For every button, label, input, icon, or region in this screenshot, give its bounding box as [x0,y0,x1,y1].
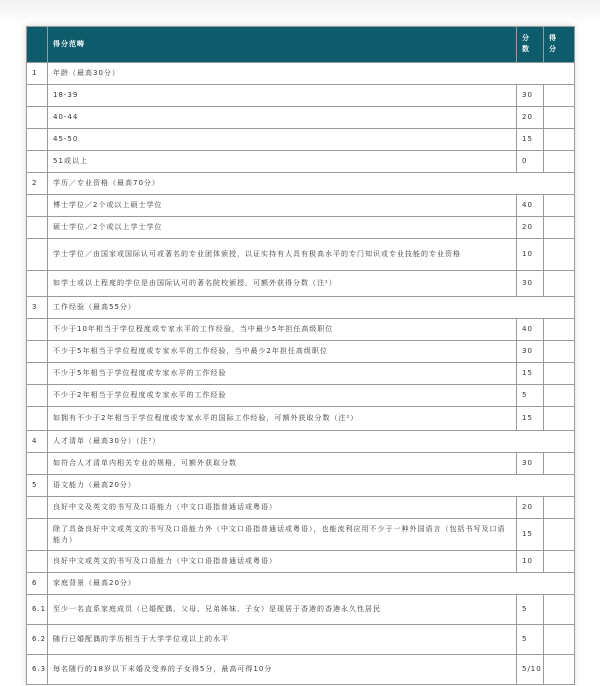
row-label: 至少一名直系家庭成员（已婚配偶、父母、兄弟姊妹、子女）是现居于香港的香港永久性居民 [48,595,517,625]
section-title: 年龄（最高30分） [48,63,575,85]
row-score-cell [544,341,575,363]
points-table [26,26,575,685]
row-label: 硕士学位／2个或以上学士学位 [48,217,517,239]
row-no-cell [27,217,48,239]
row-no-cell [27,363,48,385]
table-row [27,363,575,385]
row-label: 每名随行的18岁以下未婚及受养的子女得5分，最高可得10分 [48,655,517,685]
table-row [27,595,575,625]
row-points: 5 [517,625,544,655]
table-row [27,655,575,685]
row-subnumber: 6.2 [27,625,48,655]
row-label: 18-39 [48,85,517,107]
row-score-cell [544,151,575,173]
row-points: 30 [517,341,544,363]
row-label: 除了具备良好中文或英文的书写及口语能力外（中文口语指普通话或粤语），也能流利应用不少于一种外国语言（包括书写及口语能力） [48,519,517,551]
row-label: 不少于5年相当于学位程度或专家水平的工作经验 [48,363,517,385]
row-no-cell [27,519,48,551]
header-points-text: 分数 [522,34,530,53]
section-row [27,475,575,497]
section-title: 人才清单（最高30分）（注³） [48,431,575,453]
row-score-cell [544,319,575,341]
row-label: 良好中文或英文的书写及口语能力（中文口语指普通话或粤语） [48,551,517,573]
row-no-cell [27,85,48,107]
table-row [27,85,575,107]
row-score-cell [544,551,575,573]
header-item: 得分范畴 [48,27,517,63]
row-label: 如符合人才清单内相关专业的规格，可额外获取分数 [48,453,517,475]
section-number: 6 [27,573,48,595]
header-score [544,27,575,63]
row-points: 15 [517,407,544,431]
row-points: 30 [517,85,544,107]
row-score-cell [544,519,575,551]
row-points: 30 [517,271,544,297]
row-label: 40-44 [48,107,517,129]
table-row [27,385,575,407]
section-number: 3 [27,297,48,319]
row-points: 20 [517,497,544,519]
table-row [27,407,575,431]
table-row [27,341,575,363]
table-row [27,319,575,341]
table-row [27,217,575,239]
row-no-cell [27,239,48,271]
section-row [27,573,575,595]
row-points: 15 [517,129,544,151]
row-label: 45-50 [48,129,517,151]
table-row [27,239,575,271]
section-number: 4 [27,431,48,453]
section-number: 1 [27,63,48,85]
section-title: 工作经验（最高55分） [48,297,575,319]
row-label: 博士学位／2个或以上硕士学位 [48,195,517,217]
row-score-cell [544,655,575,685]
row-score-cell [544,271,575,297]
table-row [27,151,575,173]
row-points: 30 [517,453,544,475]
table-row [27,271,575,297]
table-row [27,195,575,217]
header-points [517,27,544,63]
section-number: 5 [27,475,48,497]
section-title: 语文能力（最高20分） [48,475,575,497]
header-no-cell [27,27,48,63]
section-number: 2 [27,173,48,195]
row-score-cell [544,363,575,385]
row-score-cell [544,595,575,625]
section-title: 学历／专业资格（最高70分） [48,173,575,195]
row-score-cell [544,385,575,407]
row-points: 40 [517,319,544,341]
header-score-text: 得分 [549,34,557,53]
row-no-cell [27,453,48,475]
row-label: 随行已婚配偶的学历相当于大学学位或以上的水平 [48,625,517,655]
row-score-cell [544,407,575,431]
row-score-cell [544,85,575,107]
row-no-cell [27,151,48,173]
row-label: 学士学位／由国家或国际认可或著名的专业团体颁授，以证实持有人具有极高水平的专门知识或专业技能的专业资格 [48,239,517,271]
section-row [27,63,575,85]
section-row [27,173,575,195]
row-points: 10 [517,239,544,271]
table-header-row [27,27,575,63]
row-no-cell [27,107,48,129]
row-label: 不少于10年相当于学位程度或专家水平的工作经验，当中最少5年担任高级职位 [48,319,517,341]
row-points: 20 [517,217,544,239]
table-row [27,129,575,151]
table-row [27,519,575,551]
row-label: 良好中文及英文的书写及口语能力（中文口语指普通话或粤语） [48,497,517,519]
row-score-cell [544,129,575,151]
row-points: 15 [517,363,544,385]
table-row [27,625,575,655]
row-score-cell [544,453,575,475]
row-points: 5/10 [517,655,544,685]
row-no-cell [27,407,48,431]
row-subnumber: 6.3 [27,655,48,685]
row-no-cell [27,551,48,573]
row-label: 如学士或以上程度的学位是由国际认可的著名院校颁授，可额外获得分数（注¹） [48,271,517,297]
table-row [27,497,575,519]
row-score-cell [544,195,575,217]
row-points: 0 [517,151,544,173]
row-no-cell [27,271,48,297]
row-label: 不少于5年相当于学位程度或专家水平的工作经验，当中最少2年担任高级职位 [48,341,517,363]
row-points: 5 [517,595,544,625]
row-score-cell [544,107,575,129]
row-label: 51或以上 [48,151,517,173]
row-points: 40 [517,195,544,217]
row-no-cell [27,385,48,407]
row-score-cell [544,497,575,519]
row-points: 15 [517,519,544,551]
row-score-cell [544,625,575,655]
row-no-cell [27,319,48,341]
section-row [27,297,575,319]
table-row [27,453,575,475]
section-row [27,431,575,453]
row-no-cell [27,129,48,151]
row-points: 20 [517,107,544,129]
table-row [27,551,575,573]
table-row [27,107,575,129]
row-no-cell [27,341,48,363]
row-label: 如拥有不少于2年相当于学位程度或专家水平的国际工作经验，可额外获取分数（注²） [48,407,517,431]
row-no-cell [27,497,48,519]
row-no-cell [27,195,48,217]
section-title: 家庭背景（最高20分） [48,573,575,595]
row-subnumber: 6.1 [27,595,48,625]
row-score-cell [544,217,575,239]
row-score-cell [544,239,575,271]
row-label: 不少于2年相当于学位程度或专家水平的工作经验 [48,385,517,407]
row-points: 10 [517,551,544,573]
row-points: 5 [517,385,544,407]
